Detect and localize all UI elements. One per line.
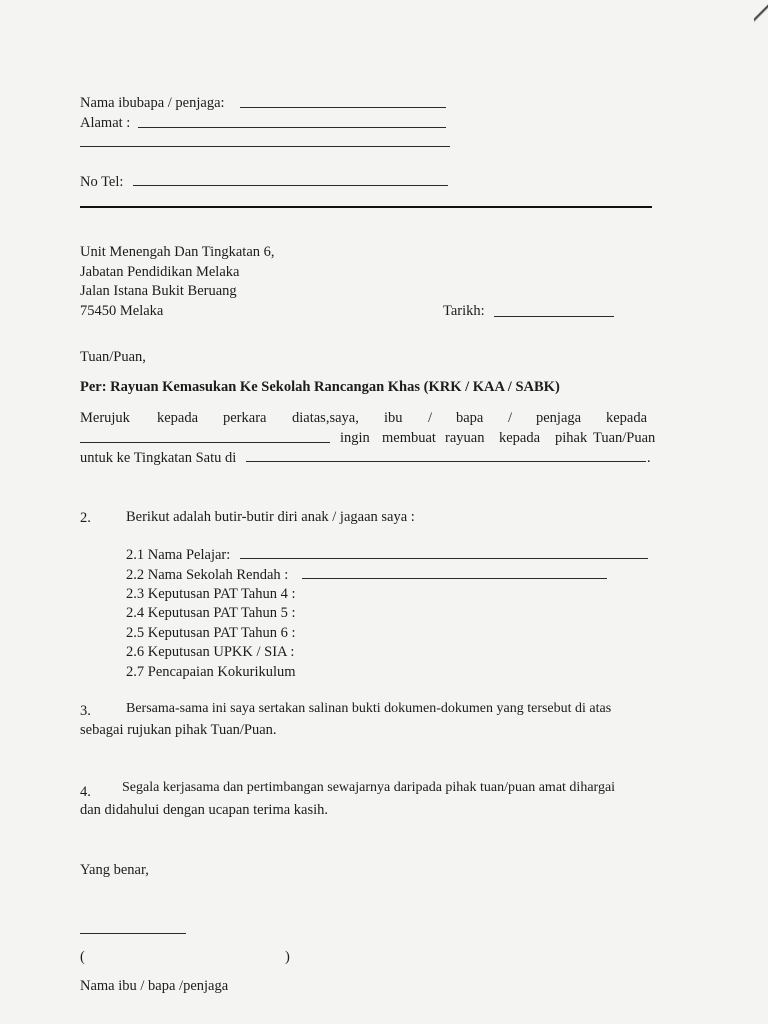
close-paren: ) (285, 949, 290, 965)
para1-word: penjaga (536, 410, 582, 426)
para1-word: ingin (340, 430, 370, 446)
para1-word: kepada (606, 410, 648, 426)
subject-line: Per: Rayuan Kemasukan Ke Sekolah Rancangan Khas (KRK / KAA / SABK) (80, 379, 560, 395)
para1-word: ibu (384, 410, 403, 426)
para1-period: . (647, 450, 651, 466)
primary-school-field[interactable] (302, 578, 607, 579)
para1-word: kepada (499, 430, 541, 446)
detail-item: 2.4 Keputusan PAT Tahun 5 : (126, 605, 296, 621)
guardian-relation-field[interactable] (80, 442, 330, 443)
para1-word: rayuan (445, 430, 485, 446)
phone-field[interactable] (133, 185, 448, 186)
para4-number: 4. (80, 784, 91, 800)
salutation: Tuan/Puan, (80, 349, 146, 365)
para1-word: / (508, 410, 513, 426)
para1-word: Tuan/Puan (593, 430, 656, 446)
detail-item: 2.1 Nama Pelajar: (126, 547, 231, 563)
detail-item: 2.5 Keputusan PAT Tahun 6 : (126, 625, 296, 641)
para1-word: diatas,saya, (292, 410, 359, 426)
para1-word: perkara (223, 410, 267, 426)
para1-word: pihak (555, 430, 588, 446)
signature-field[interactable] (80, 933, 186, 934)
detail-item: 2.2 Nama Sekolah Rendah : (126, 567, 289, 583)
recipient-line: Jalan Istana Bukit Beruang (80, 283, 237, 299)
address-label: Alamat : (80, 115, 131, 131)
closing: Yang benar, (80, 862, 149, 878)
para3-number: 3. (80, 703, 91, 719)
signatory-name-label: Nama ibu / bapa /penjaga (80, 978, 229, 994)
parent-name-label: Nama ibubapa / penjaga: (80, 95, 225, 111)
para3-line1: Bersama-sama ini saya sertakan salinan bukti dokumen-dokumen yang tersebut di atas (126, 701, 612, 716)
recipient-line: Jabatan Pendidikan Melaka (80, 264, 240, 280)
page-corner-shadow (754, 0, 768, 30)
recipient-line: Unit Menengah Dan Tingkatan 6, (80, 244, 275, 260)
detail-item: 2.6 Keputusan UPKK / SIA : (126, 644, 295, 660)
detail-item: 2.7 Pencapaian Kokurikulum (126, 664, 296, 680)
para4-line1: Segala kerjasama dan pertimbangan sewajarnya daripada pihak tuan/puan amat dihargai (122, 780, 616, 795)
para4-line2: dan didahului dengan ucapan terima kasih. (80, 802, 329, 818)
address-field-line-2[interactable] (80, 146, 450, 147)
para2-number: 2. (80, 510, 91, 526)
student-name-field[interactable] (240, 558, 648, 559)
date-field[interactable] (494, 316, 614, 317)
date-label: Tarikh: (443, 303, 485, 319)
para1-word: Merujuk (80, 410, 130, 426)
para2-intro: Berikut adalah butir-butir diri anak / jagaan saya : (126, 509, 415, 525)
school-choice-field[interactable] (246, 461, 646, 462)
recipient-line: 75450 Melaka (80, 303, 164, 319)
address-field-line-1[interactable] (138, 127, 446, 128)
detail-item: 2.3 Keputusan PAT Tahun 4 : (126, 586, 296, 602)
para3-line2: sebagai rujukan pihak Tuan/Puan. (80, 722, 277, 738)
para1-word: kepada (157, 410, 199, 426)
para1-line3: untuk ke Tingkatan Satu di (80, 450, 237, 466)
parent-name-field[interactable] (240, 107, 446, 108)
phone-label: No Tel: (80, 174, 124, 190)
para1-word: bapa (456, 410, 484, 426)
open-paren: ( (80, 949, 85, 965)
para1-word: / (428, 410, 433, 426)
header-divider (80, 206, 652, 208)
para1-word: membuat (382, 430, 436, 446)
